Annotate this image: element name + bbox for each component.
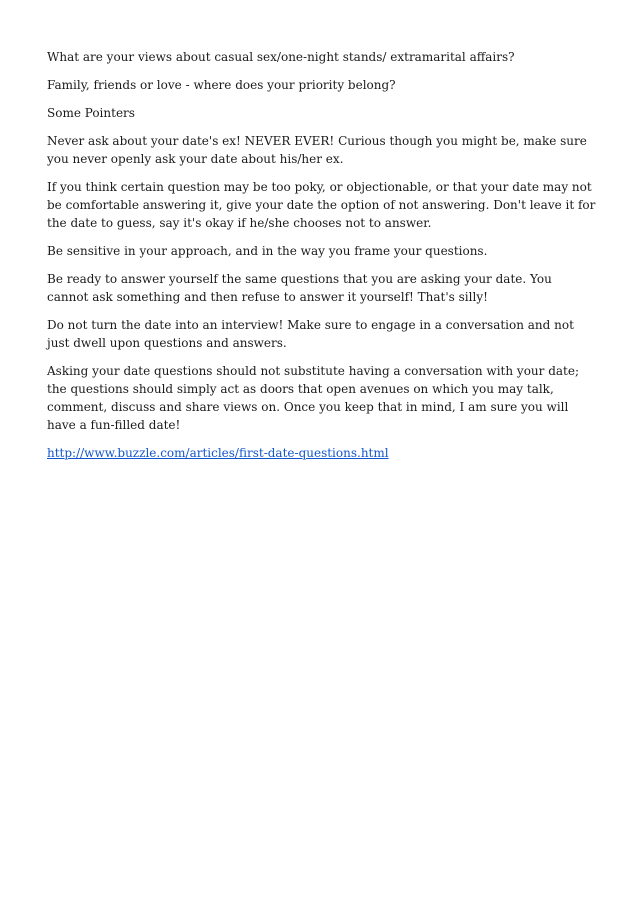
source-link[interactable]: http://www.buzzle.com/articles/first-date-questions.html [47, 446, 389, 460]
document-body [47, 48, 597, 472]
paragraph-conversation-doors: Asking your date questions should not substitute having a conversation with your date; the questions should simply act as doors that open avenues on which you may talk, comment, discuss and share views on. Once you keep that in mind, I am sure you will have a fun-filled date! [47, 364, 579, 432]
paragraph-not-interview: Do not turn the date into an interview! Make sure to engage in a conversation and not just dwell upon questions and answers. [47, 318, 574, 350]
source-link-paragraph [47, 444, 597, 462]
section-heading-some-pointers: Some Pointers [47, 106, 135, 120]
paragraph-never-ask-ex: Never ask about your date's ex! NEVER EVER! Curious though you might be, make sure you never openly ask your date about his/her ex. [47, 134, 587, 166]
paragraph-casual-sex-question: What are your views about casual sex/one-night stands/ extramarital affairs? [47, 50, 515, 64]
paragraph-answer-yourself: Be ready to answer yourself the same questions that you are asking your date. You cannot ask something and then refuse to answer it yourself! That's silly! [47, 272, 552, 304]
paragraph-option-not-answering: If you think certain question may be too poky, or objectionable, or that your date may not be comfortable answering it, give your date the option of not answering. Don't leave it for the date to guess, say it's okay if he/she chooses not to answer. [47, 180, 596, 230]
paragraph-priority-question: Family, friends or love - where does your priority belong? [47, 78, 396, 92]
paragraph-be-sensitive: Be sensitive in your approach, and in the way you frame your questions. [47, 244, 488, 258]
